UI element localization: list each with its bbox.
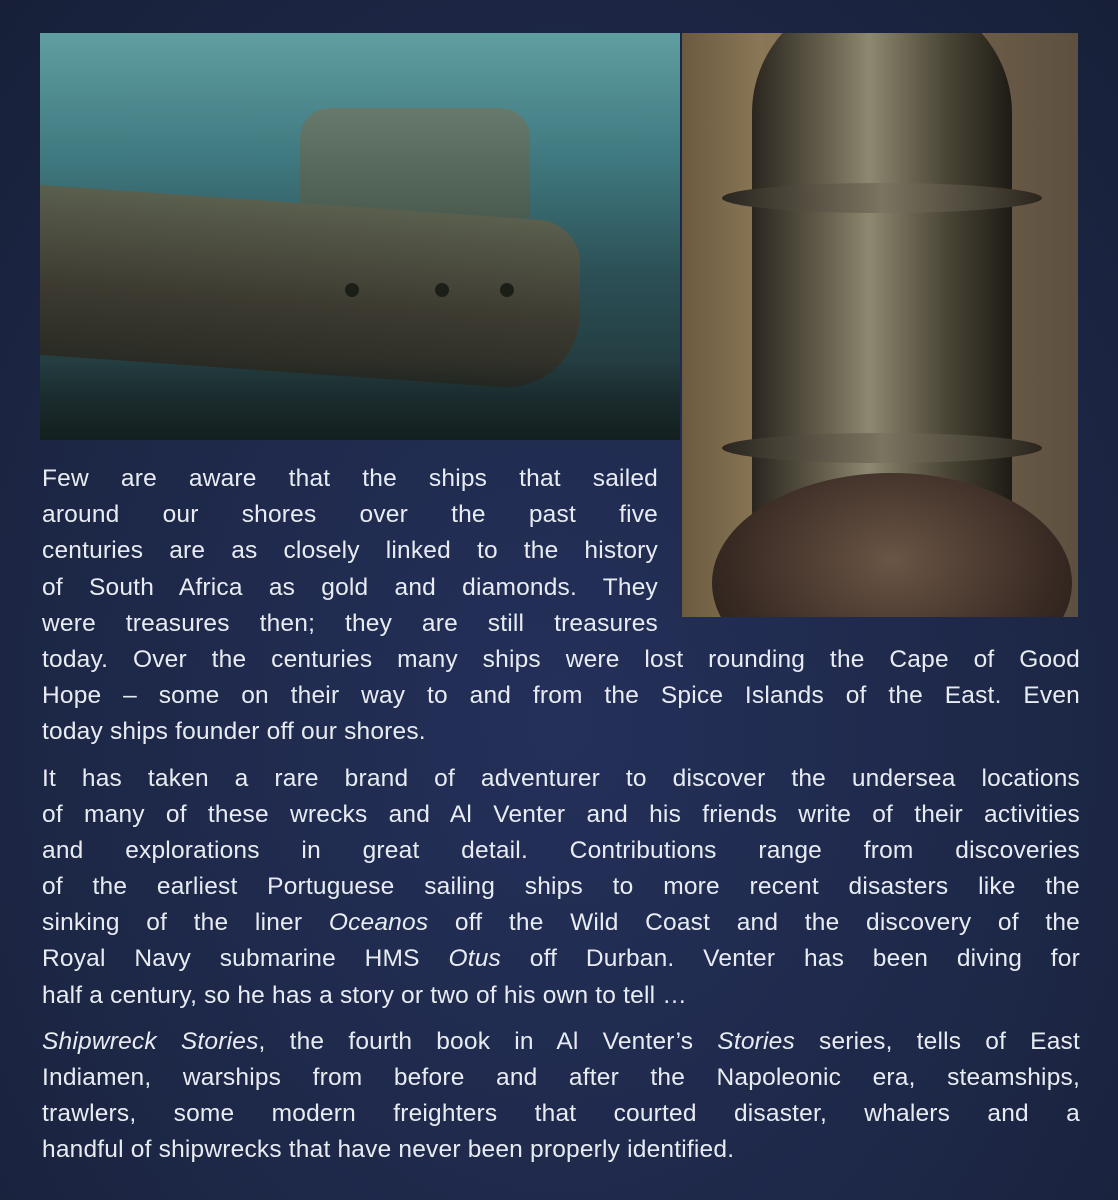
text-segment: Indiamen, warships from before and after the Napoleonic era, steamships,	[42, 1064, 1080, 1091]
blurb-paragraph	[42, 1024, 1080, 1169]
text-line	[42, 978, 1080, 1014]
text-line	[42, 461, 658, 497]
text-segment: Royal Navy submarine HMS	[42, 945, 449, 973]
blurb-text	[42, 461, 1080, 1179]
wreck-superstructure	[300, 108, 530, 218]
text-line	[42, 533, 658, 569]
porthole	[345, 283, 359, 297]
text-segment: , the fourth book in Al Venter’s	[258, 1027, 718, 1055]
blurb-paragraph	[42, 461, 1080, 751]
cannon-ring	[722, 433, 1042, 463]
italic-title: Shipwreck Stories	[42, 1027, 259, 1055]
text-segment: half a century, so he has a story or two of his own to tell …	[42, 981, 687, 1009]
text-line	[42, 1096, 1080, 1132]
text-line	[42, 1060, 1080, 1096]
text-segment: It has taken a rare brand of adventurer to discover the undersea locations	[42, 764, 1080, 792]
text-line	[42, 606, 658, 642]
porthole	[500, 283, 514, 297]
text-segment: today. Over the centuries many ships were lost rounding the Cape of Good	[42, 645, 1080, 673]
text-segment: of the earliest Portuguese sailing ships to more recent disasters like the	[42, 873, 1080, 901]
text-segment: around our shores over the past five	[42, 501, 658, 529]
text-segment: sinking of the liner	[42, 909, 329, 937]
text-line	[42, 1132, 1080, 1168]
italic-title: Otus	[448, 945, 501, 973]
italic-title: Oceanos	[328, 909, 429, 937]
text-segment: Few are aware that the ships that sailed	[42, 465, 658, 492]
text-segment: Hope – some on their way to and from the Spice Islands of the East. Even	[42, 682, 1080, 710]
text-line	[42, 642, 1080, 678]
text-segment: centuries are as closely linked to the history	[42, 537, 658, 565]
italic-title: Stories	[717, 1027, 795, 1055]
text-line	[42, 497, 658, 533]
text-segment: today ships founder off our shores.	[42, 718, 426, 746]
text-segment: of many of these wrecks and Al Venter and his friends write of their activities	[42, 800, 1080, 828]
text-line	[42, 1024, 1080, 1060]
porthole	[435, 283, 449, 297]
text-line	[42, 833, 1080, 869]
text-segment: series, tells of East	[794, 1027, 1080, 1055]
text-line	[42, 869, 1080, 905]
text-segment: trawlers, some modern freighters that courted disaster, whalers and a	[42, 1100, 1080, 1128]
text-line	[42, 905, 1080, 941]
text-segment: handful of shipwrecks that have never been properly identified.	[42, 1136, 735, 1164]
text-segment: off the Wild Coast and the discovery of the	[428, 909, 1080, 937]
blurb-paragraph	[42, 761, 1080, 1014]
text-segment: were treasures then; they are still treasures	[42, 609, 658, 637]
text-segment: of South Africa as gold and diamonds. They	[42, 573, 658, 601]
text-line	[42, 941, 1080, 977]
text-segment: and explorations in great detail. Contributions range from discoveries	[42, 836, 1080, 864]
seabed	[40, 360, 680, 440]
text-line	[42, 570, 658, 606]
text-line	[42, 714, 1080, 750]
text-line	[42, 761, 1080, 797]
text-segment: off Durban. Venter has been diving for	[501, 945, 1080, 973]
cannon-ring	[722, 183, 1042, 213]
text-line	[42, 678, 1080, 714]
text-line	[42, 797, 1080, 833]
underwater-shipwreck-photo	[40, 33, 680, 440]
